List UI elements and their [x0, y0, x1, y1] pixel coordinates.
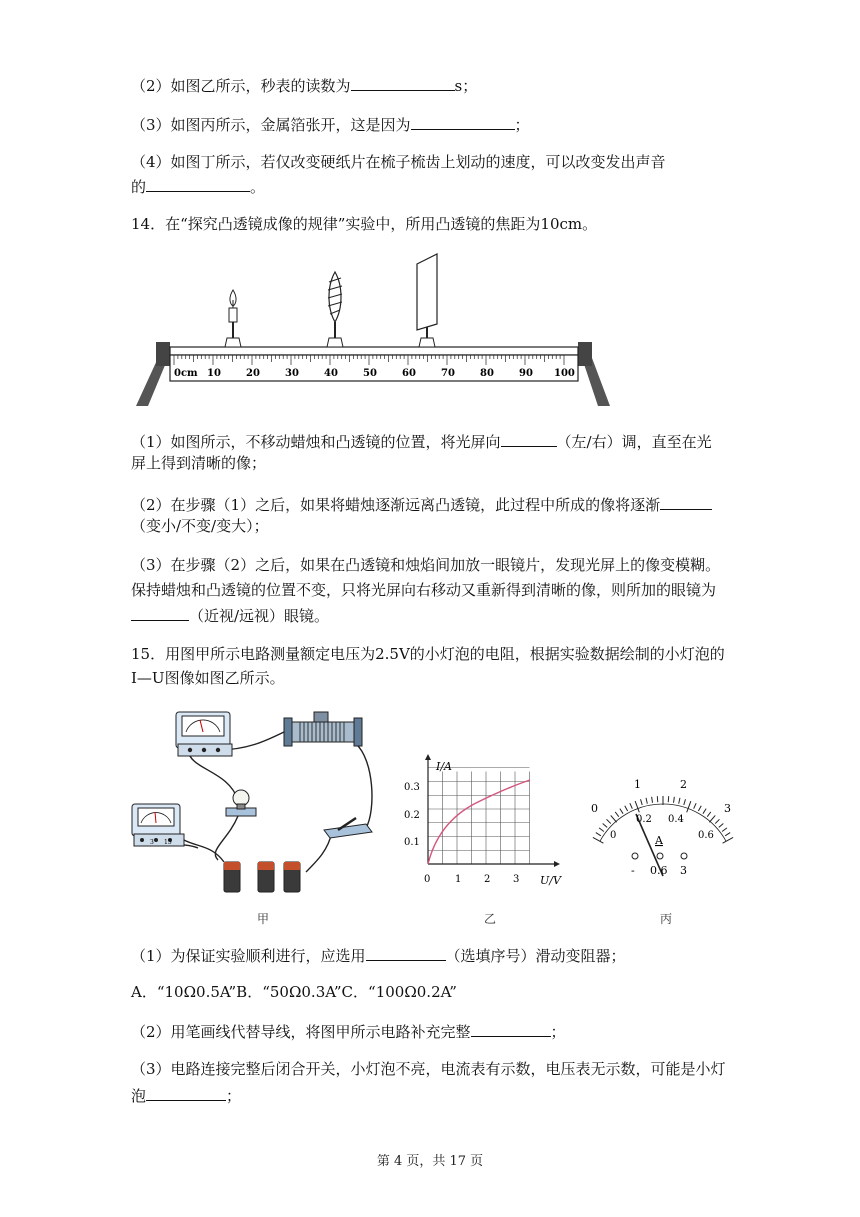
dial-tick [646, 798, 647, 804]
ruler-label: 60 [402, 368, 416, 379]
dial-tick [652, 797, 653, 803]
dial-inner-0.6: 0.6 [698, 830, 714, 841]
ruler-label: 80 [480, 368, 494, 379]
dial-tick [620, 809, 623, 814]
dial-tick [641, 799, 643, 805]
q15-stem-line2: I—U图像如图乙所示。 [131, 669, 285, 687]
q14-part1-line1 [131, 430, 712, 452]
dial-tick [679, 798, 680, 804]
q13-part4-pre: 的 [131, 178, 147, 196]
q14-part2-line1 [131, 493, 712, 515]
dial-tick [599, 828, 604, 832]
q15-part3-pre: 泡 [131, 1087, 147, 1105]
switch-device [324, 818, 372, 838]
ruler-label: 90 [519, 368, 533, 379]
ruler-unit-label: 0cm [174, 368, 198, 379]
graph-xtick-3: 3 [513, 874, 520, 885]
q15-part3-end: ； [226, 1087, 242, 1105]
dial-tick [725, 833, 730, 836]
q13-part4-line1: （4）如图丁所示，若仅改变硬纸片在梳子梳齿上划动的速度，可以改变发出声音 [131, 153, 666, 171]
ruler-label: 70 [441, 368, 455, 379]
q14-part1-line2: 屏上得到清晰的像； [131, 454, 267, 472]
convex-lens [327, 272, 343, 347]
dial-tick [694, 803, 696, 808]
graph-x-arrow [554, 861, 560, 867]
q15-stem-line1: 15．用图甲所示电路测量额定电压为2.5V的小灯泡的电阻，根据实验数据绘制的小灯泡的 [131, 645, 725, 663]
iu-graph-figure [404, 752, 574, 892]
answer-blank[interactable] [366, 944, 446, 961]
ruler-label: 20 [246, 368, 260, 379]
dial-tick [674, 797, 675, 803]
ruler-label: 50 [363, 368, 377, 379]
q14-part2-text: （2）在步骤（1）之后，如果将蜡烛逐渐远离凸透镜，此过程中所成的像将逐渐 [131, 496, 661, 514]
circuit-figure [128, 700, 378, 900]
graph-x-label: U/V [540, 874, 561, 887]
dial-outer-1: 1 [634, 778, 641, 791]
terminal-neg-circle [632, 853, 638, 859]
dial-tick [722, 828, 727, 832]
battery-pack [224, 862, 300, 892]
q15-part2 [131, 1020, 566, 1042]
dial-tick [615, 812, 619, 817]
dial-outer-3: 3 [724, 802, 731, 815]
dial-outer-2: 2 [680, 778, 687, 791]
dial-tick [719, 823, 724, 827]
dial-inner-0.2: 0.2 [636, 814, 652, 825]
answer-blank[interactable] [501, 430, 557, 447]
bench-left-block [156, 342, 170, 366]
optical-bench-figure [136, 252, 616, 412]
q13-part4-line2 [131, 175, 265, 197]
q14-part3-line1: （3）在步骤（2）之后，如果在凸透镜和烛焰间加放一眼镜片，发现光屏上的像变模糊。 [131, 556, 721, 574]
q14-part3-rest: （近视/远视）眼镜。 [189, 607, 330, 625]
answer-blank[interactable] [411, 113, 515, 130]
page-footer: 第 4 页，共 17 页 [376, 1154, 484, 1169]
graph-xtick-1: 1 [455, 874, 462, 885]
voltmeter-terminal-15: 15 [164, 839, 172, 846]
voltmeter-device [132, 804, 184, 846]
graph-xtick-0: 0 [424, 874, 431, 885]
ruler-label: 40 [324, 368, 338, 379]
ammeter-dial-figure [588, 774, 738, 884]
graph-ytick-0.3: 0.3 [404, 782, 420, 793]
q13-part2-unit: s； [454, 77, 478, 95]
q13-part3 [131, 113, 530, 135]
graph-ytick-0.2: 0.2 [404, 810, 420, 821]
q13-part3-end: ； [514, 116, 530, 134]
figure-caption-bing: 丙 [660, 912, 673, 926]
q15-part2-end: ； [550, 1023, 566, 1041]
voltmeter-terminal-3: 3 [150, 839, 154, 846]
answer-blank[interactable] [131, 604, 189, 621]
graph-grid [428, 768, 530, 864]
q15-options: A．“10Ω0.5A”B．“50Ω0.3A”C．“100Ω0.2A” [131, 983, 457, 1001]
q13-part2 [131, 74, 477, 96]
bench-rail [170, 347, 578, 355]
dial-tick [625, 806, 628, 811]
dial-tick [603, 823, 608, 827]
candle [225, 290, 241, 347]
figure-caption-jia: 甲 [257, 912, 270, 926]
q13-part3-text: （3）如图丙所示，金属箔张开，这是因为 [131, 116, 411, 134]
dial-tick [684, 799, 686, 805]
dial-inner-0: 0 [610, 830, 617, 841]
q14-part1-text: （1）如图所示，不移动蜡烛和凸透镜的位置，将光屏向 [131, 433, 501, 451]
q14-stem: 14．在“探究凸透镜成像的规律”实验中，所用凸透镜的焦距为10cm。 [131, 215, 598, 233]
light-screen [417, 254, 437, 347]
answer-blank[interactable] [471, 1020, 551, 1037]
q14-part1-rest: （左/右）调，直至在光 [556, 433, 712, 451]
q13-part2-text: （2）如图乙所示，秒表的读数为 [131, 77, 351, 95]
graph-ytick-0.1: 0.1 [404, 837, 420, 848]
answer-blank[interactable] [660, 493, 712, 510]
rheostat-device [284, 712, 362, 746]
ruler-label: 30 [285, 368, 299, 379]
dial-outer-0: 0 [591, 802, 598, 815]
ammeter-device [176, 712, 232, 756]
q15-part3-line1: （3）电路连接完整后闭合开关，小灯泡不亮，电流表有示数，电压表无示数，可能是小灯 [131, 1060, 726, 1078]
dial-tick [635, 801, 639, 812]
dial-unit: A [655, 834, 663, 847]
terminal-3-circle [681, 853, 687, 859]
dial-tick [703, 809, 706, 814]
q15-part1-text: （1）为保证实验顺利进行，应选用 [131, 947, 366, 965]
terminal-0.6-circle [657, 853, 663, 859]
ruler-label: 100 [554, 368, 575, 379]
dial-tick [607, 819, 611, 823]
dial-tick [687, 801, 691, 812]
q15-part1-rest: （选填序号）滑动变阻器； [445, 947, 626, 965]
answer-blank[interactable] [146, 1084, 226, 1101]
graph-y-arrow [425, 754, 431, 760]
q15-part3-line2 [131, 1084, 241, 1106]
ruler-label: 10 [207, 368, 221, 379]
q15-part1 [131, 944, 626, 966]
terminal-neg-label: - [631, 864, 635, 877]
terminal-0.6-label: 0.6 [650, 864, 668, 877]
dial-tick [596, 833, 601, 836]
q15-part2-text: （2）用笔画线代替导线，将图甲所示电路补充完整 [131, 1023, 471, 1041]
bench-right-block [578, 342, 592, 366]
graph-y-label: I/A [436, 760, 452, 773]
bulb-device [226, 790, 256, 816]
q13-part4-end: 。 [250, 178, 266, 196]
q14-part3-line2: 保持蜡烛和凸透镜的位置不变，只将光屏向右移动又重新得到清晰的像，则所加的眼镜为 [131, 581, 717, 599]
q14-part2-line2: （变小/不变/变大）； [131, 517, 269, 535]
dial-inner-0.4: 0.4 [668, 814, 684, 825]
dial-tick [707, 812, 711, 817]
dial-tick [698, 806, 701, 811]
answer-blank[interactable] [146, 175, 250, 192]
terminal-3-label: 3 [680, 864, 687, 877]
graph-xtick-2: 2 [484, 874, 491, 885]
q14-part3-line3 [131, 604, 329, 626]
dial-tick [630, 803, 632, 808]
figure-caption-yi: 乙 [484, 912, 497, 926]
dial-tick [715, 819, 719, 823]
answer-blank[interactable] [351, 74, 455, 91]
